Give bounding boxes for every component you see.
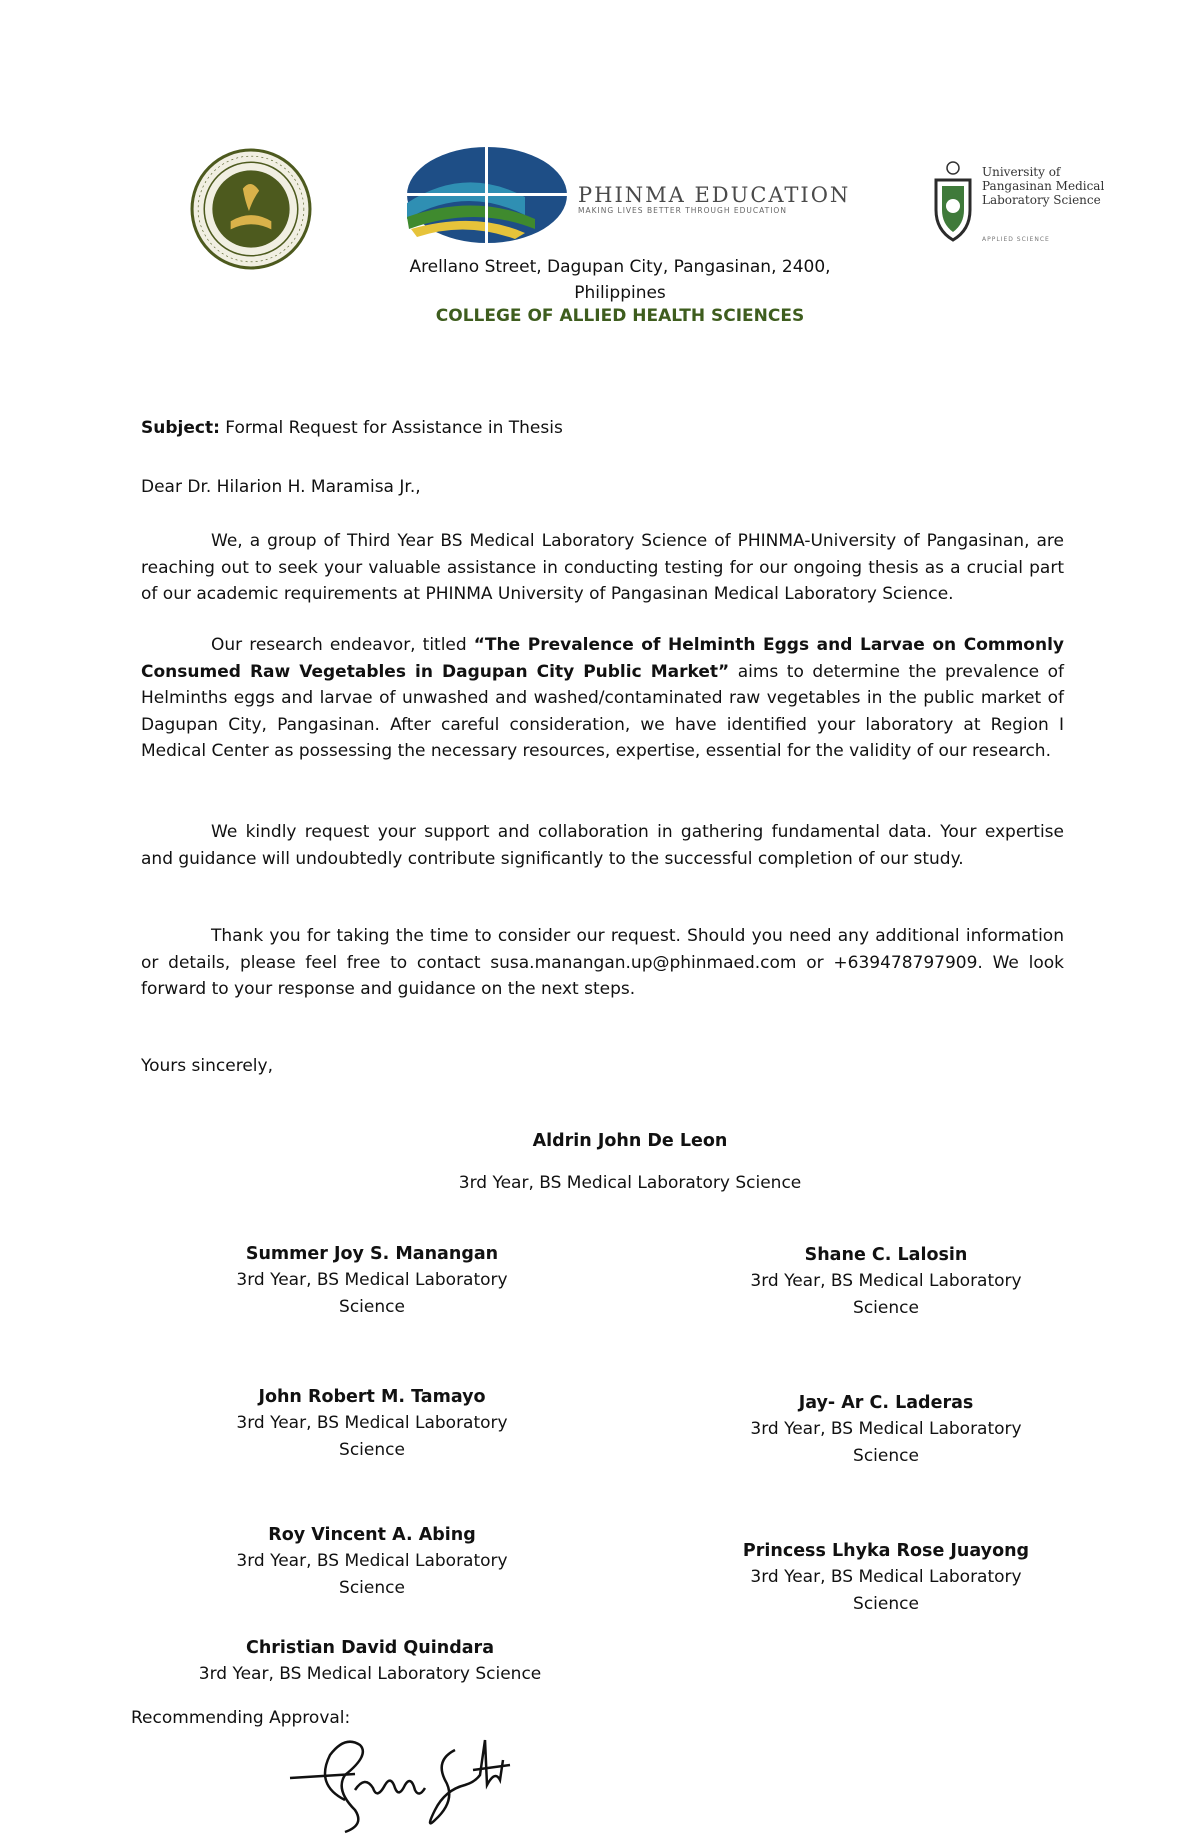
signatory-lead bbox=[430, 1128, 830, 1197]
signatory-block bbox=[740, 1242, 1032, 1322]
mls-department-name: University of Pangasinan Medical Laboratory Science bbox=[982, 165, 1105, 207]
institution-address: Arellano Street, Dagupan City, Pangasinan, 2400, Philippines bbox=[409, 257, 831, 303]
signatory-block bbox=[226, 1384, 518, 1464]
paragraph-research-lead: Our research endeavor, titled bbox=[211, 635, 474, 655]
paragraph-research bbox=[141, 632, 1064, 765]
college-name: COLLEGE OF ALLIED HEALTH SCIENCES bbox=[435, 306, 805, 326]
signatory-name: Roy Vincent A. Abing bbox=[268, 1525, 476, 1545]
paragraph-introduction: We, a group of Third Year BS Medical Laboratory Science of PHINMA-University of Pangasinan, are reaching out to seek your valuable assistance in conducting testing for our ongoing thesis as a crucial part of our academic requirements at PHINMA University of Pangasinan Medical Laboratory Science. bbox=[141, 531, 1064, 604]
mls-crest-logo bbox=[928, 158, 978, 248]
signatory-name: Aldrin John De Leon bbox=[532, 1131, 728, 1151]
thesis-title: “The Prevalence of Helminth Eggs and Larvae on Commonly Consumed Raw Vegetables in Dagupan City Public Market” bbox=[141, 635, 1064, 682]
signatory-role: 3rd Year, BS Medical Laboratory Science bbox=[198, 1664, 542, 1684]
paragraph-research-rest: aims to determine the prevalence of Helminths eggs and larvae of unwashed and washed/contaminated raw vegetables in the public market of Dagupan City, Pangasinan. After careful consideration, we have identified your laboratory at Region I Medical Center as possessing the necessary resources, expertise, essential for the validity of our research. bbox=[141, 661, 1064, 761]
phinma-logo-icon bbox=[405, 145, 570, 245]
signatory-block bbox=[740, 1538, 1032, 1618]
signatory-name: Shane C. Lalosin bbox=[804, 1245, 968, 1265]
recommending-approval-label: Recommending Approval: bbox=[131, 1708, 351, 1728]
signatory-role: 3rd Year, BS Medical Laboratory Science bbox=[750, 1567, 1022, 1614]
signatory-block bbox=[160, 1635, 580, 1688]
signatory-name: Christian David Quindara bbox=[246, 1638, 494, 1658]
subject-label: Subject: bbox=[141, 418, 220, 438]
handwritten-signature bbox=[285, 1730, 515, 1835]
signatory-name: John Robert M. Tamayo bbox=[258, 1387, 486, 1407]
phinma-tagline: MAKING LIVES BETTER THROUGH EDUCATION bbox=[578, 206, 787, 215]
signatory-block bbox=[226, 1241, 518, 1321]
signatory-name: Jay- Ar C. Laderas bbox=[798, 1393, 974, 1413]
paragraph-request: We kindly request your support and collaboration in gathering fundamental data. Your expertise and guidance will undoubtedly contribute significantly to the successful completion of our study. bbox=[141, 822, 1064, 869]
university-seal-logo bbox=[190, 148, 312, 270]
signatory-name: Summer Joy S. Manangan bbox=[245, 1244, 499, 1264]
signatory-role: 3rd Year, BS Medical Laboratory Science bbox=[236, 1413, 508, 1460]
signatory-role: 3rd Year, BS Medical Laboratory Science bbox=[236, 1270, 508, 1317]
signatory-role: 3rd Year, BS Medical Laboratory Science bbox=[236, 1551, 508, 1598]
signatory-role: 3rd Year, BS Medical Laboratory Science bbox=[750, 1271, 1022, 1318]
signatory-block bbox=[226, 1522, 518, 1602]
mls-subtitle: APPLIED SCIENCE bbox=[982, 236, 1050, 243]
subject-text: Formal Request for Assistance in Thesis bbox=[219, 418, 563, 438]
closing-line: Yours sincerely, bbox=[141, 1056, 273, 1076]
phinma-brand-name: PHINMA EDUCATION bbox=[578, 183, 851, 207]
signatory-role: 3rd Year, BS Medical Laboratory Science bbox=[750, 1419, 1022, 1466]
signatory-block bbox=[740, 1390, 1032, 1470]
salutation: Dear Dr. Hilarion H. Maramisa Jr., bbox=[141, 477, 421, 497]
signatory-name: Princess Lhyka Rose Juayong bbox=[742, 1541, 1030, 1561]
subject-line bbox=[141, 418, 563, 438]
signatory-role: 3rd Year, BS Medical Laboratory Science bbox=[458, 1173, 802, 1193]
paragraph-thanks: Thank you for taking the time to consider our request. Should you need any additional information or details, please feel free to contact susa.manangan.up@phinmaed.com or +639478797909. We look forward to your response and guidance on the next steps. bbox=[141, 926, 1064, 999]
